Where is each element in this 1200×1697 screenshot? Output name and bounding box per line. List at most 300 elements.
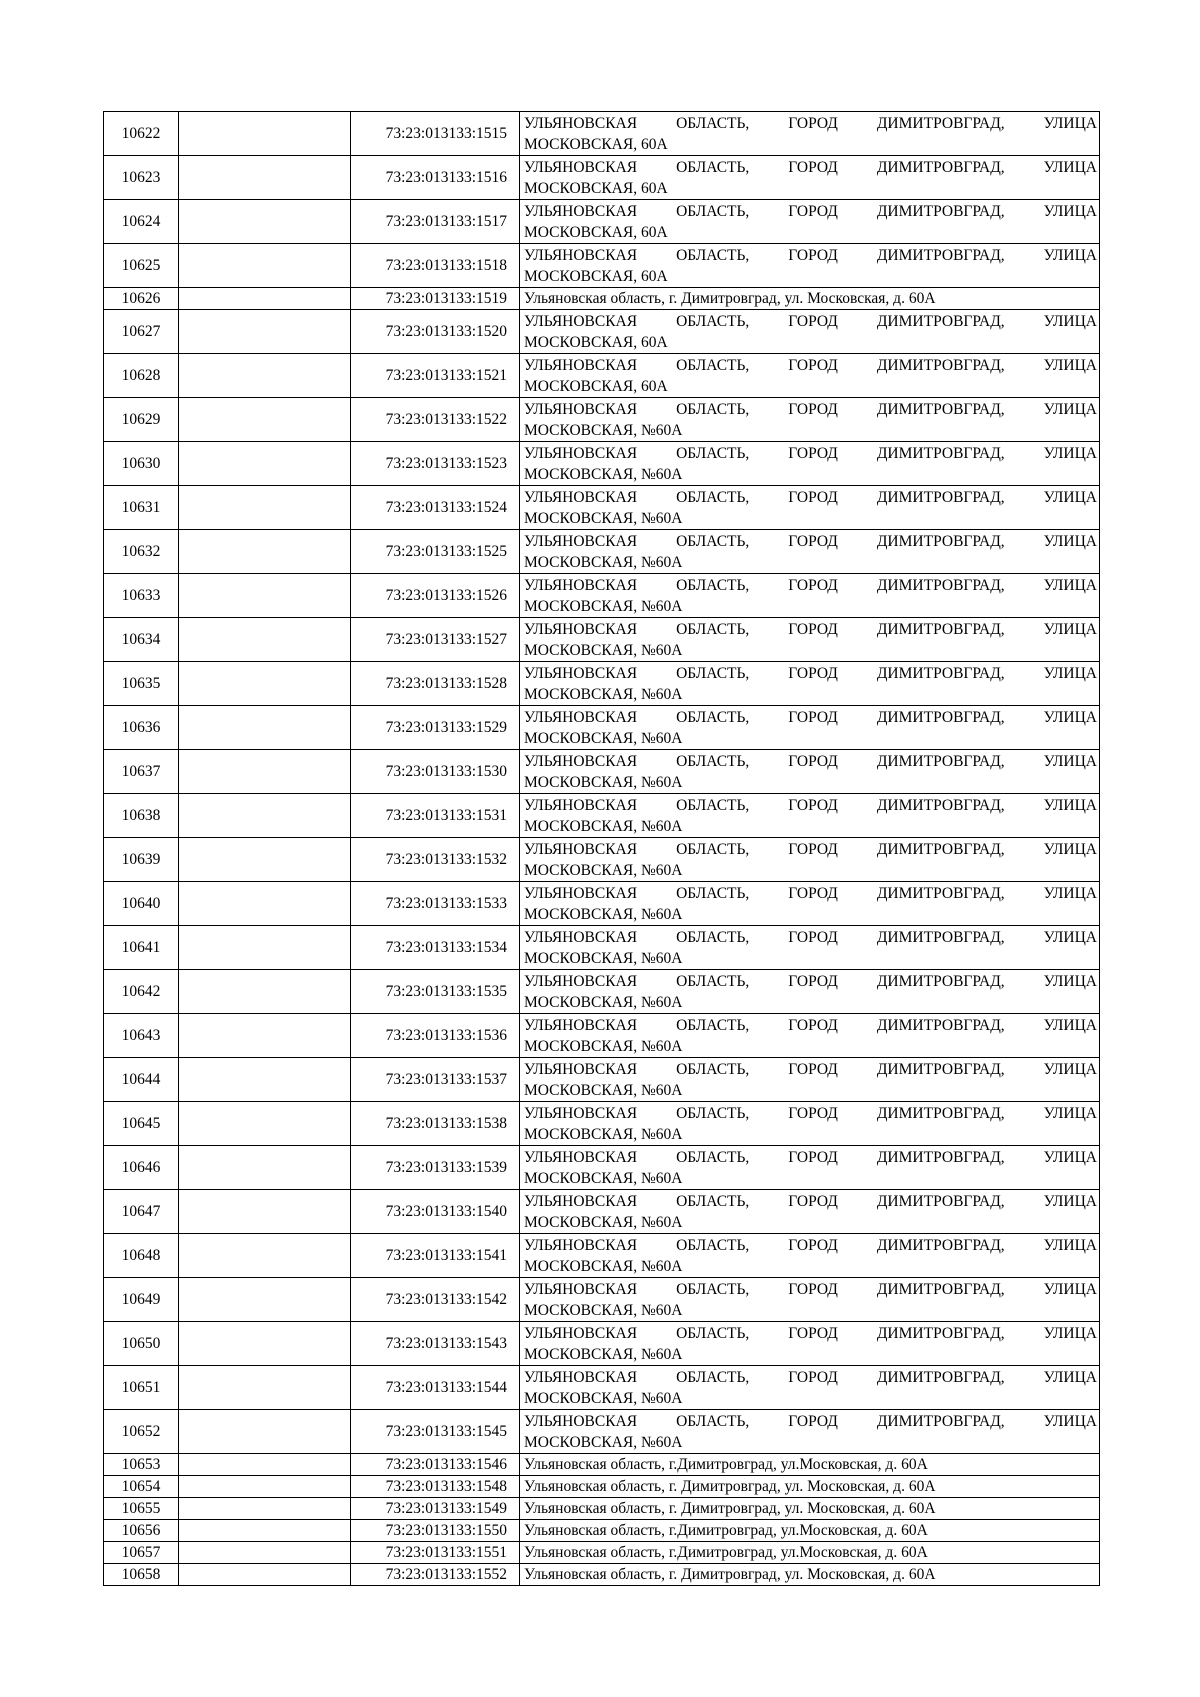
address-line-1 — [524, 1367, 1097, 1388]
address-line-2: МОСКОВСКАЯ, №60А — [524, 817, 683, 835]
table-row — [104, 1102, 1100, 1146]
empty-cell — [179, 1454, 351, 1476]
empty-cell — [179, 1146, 351, 1190]
address-word: ГОРОД — [788, 158, 838, 176]
address-word: УЛЬЯНОВСКАЯ — [524, 532, 638, 550]
address-word: ДИМИТРОВГРАД, — [876, 246, 1005, 264]
cadastral-number-cell: 73:23:013133:1529 — [351, 706, 520, 750]
address-word: ДИМИТРОВГРАД, — [876, 1060, 1005, 1078]
table-row — [104, 112, 1100, 156]
address-word: УЛЬЯНОВСКАЯ — [524, 928, 638, 946]
address-line-1 — [524, 1015, 1097, 1036]
empty-cell — [179, 112, 351, 156]
address-line-2: МОСКОВСКАЯ, №60А — [524, 993, 683, 1011]
address-word: ОБЛАСТЬ, — [676, 1368, 750, 1386]
cadastral-number-cell: 73:23:013133:1533 — [351, 882, 520, 926]
table-row — [104, 926, 1100, 970]
address-cell — [520, 750, 1100, 794]
address-line-2: МОСКОВСКАЯ, №60А — [524, 905, 683, 923]
table-row — [104, 574, 1100, 618]
address-cell — [520, 1564, 1100, 1586]
address-line-1 — [524, 487, 1097, 508]
address-line-2: МОСКОВСКАЯ, №60А — [524, 1037, 683, 1055]
table-row — [104, 530, 1100, 574]
cadastral-number-cell: 73:23:013133:1535 — [351, 970, 520, 1014]
address-word: УЛИЦА — [1043, 1368, 1097, 1386]
cadastral-number-cell: 73:23:013133:1539 — [351, 1146, 520, 1190]
row-number-cell: 10652 — [104, 1410, 179, 1454]
address-word: ГОРОД — [788, 884, 838, 902]
address-word: ДИМИТРОВГРАД, — [876, 1148, 1005, 1166]
table-row — [104, 794, 1100, 838]
address-line-1 — [524, 1147, 1097, 1168]
address-line-2: МОСКОВСКАЯ, №60А — [524, 641, 683, 659]
address-line-2: МОСКОВСКАЯ, №60А — [524, 421, 683, 439]
empty-cell — [179, 1476, 351, 1498]
address-word: ГОРОД — [788, 1412, 838, 1430]
address-word: ОБЛАСТЬ, — [676, 246, 750, 264]
address-line-1 — [524, 113, 1097, 134]
address-word: ОБЛАСТЬ, — [676, 114, 750, 132]
address-word: ОБЛАСТЬ, — [676, 708, 750, 726]
table-row — [104, 838, 1100, 882]
address-word: ДИМИТРОВГРАД, — [876, 840, 1005, 858]
row-number-cell: 10639 — [104, 838, 179, 882]
row-number-cell: 10624 — [104, 200, 179, 244]
address-word: УЛЬЯНОВСКАЯ — [524, 400, 638, 418]
cadastral-number-cell: 73:23:013133:1537 — [351, 1058, 520, 1102]
address-word: ГОРОД — [788, 972, 838, 990]
address-word: УЛИЦА — [1043, 1104, 1097, 1122]
cadastral-number-cell: 73:23:013133:1515 — [351, 112, 520, 156]
address-line-2: МОСКОВСКАЯ, №60А — [524, 1125, 683, 1143]
address-line-2: МОСКОВСКАЯ, №60А — [524, 773, 683, 791]
address-line-2: МОСКОВСКАЯ, №60А — [524, 949, 683, 967]
address-word: ДИМИТРОВГРАД, — [876, 1412, 1005, 1430]
address-cell — [520, 662, 1100, 706]
address-line-2: МОСКОВСКАЯ, №60А — [524, 597, 683, 615]
empty-cell — [179, 1058, 351, 1102]
address-text: Ульяновская область, г. Димитровград, ул. Московская, д. 60А — [524, 1565, 936, 1583]
cadastral-number-cell: 73:23:013133:1532 — [351, 838, 520, 882]
table-row — [104, 1366, 1100, 1410]
address-word: ОБЛАСТЬ, — [676, 488, 750, 506]
address-word: ГОРОД — [788, 1192, 838, 1210]
address-word: УЛИЦА — [1043, 1324, 1097, 1342]
table-row — [104, 1014, 1100, 1058]
address-word: УЛЬЯНОВСКАЯ — [524, 884, 638, 902]
address-word: УЛИЦА — [1043, 1412, 1097, 1430]
cadastral-number-cell: 73:23:013133:1536 — [351, 1014, 520, 1058]
address-cell — [520, 310, 1100, 354]
address-line-1 — [524, 971, 1097, 992]
table-row — [104, 750, 1100, 794]
address-cell — [520, 706, 1100, 750]
address-word: ГОРОД — [788, 488, 838, 506]
address-line-1 — [524, 311, 1097, 332]
address-word: ОБЛАСТЬ, — [676, 1280, 750, 1298]
empty-cell — [179, 1520, 351, 1542]
address-line-2: МОСКОВСКАЯ, №60А — [524, 553, 683, 571]
empty-cell — [179, 750, 351, 794]
address-word: ДИМИТРОВГРАД, — [876, 1104, 1005, 1122]
address-line-1 — [524, 245, 1097, 266]
cadastral-number-cell: 73:23:013133:1527 — [351, 618, 520, 662]
cadastral-number-cell: 73:23:013133:1549 — [351, 1498, 520, 1520]
address-word: УЛЬЯНОВСКАЯ — [524, 202, 638, 220]
row-number-cell: 10644 — [104, 1058, 179, 1102]
address-word: УЛЬЯНОВСКАЯ — [524, 1324, 638, 1342]
empty-cell — [179, 838, 351, 882]
address-word: УЛИЦА — [1043, 312, 1097, 330]
address-text: Ульяновская область, г.Димитровград, ул.Московская, д. 60А — [524, 1543, 928, 1561]
address-word: ГОРОД — [788, 1016, 838, 1034]
address-word: УЛИЦА — [1043, 356, 1097, 374]
cadastral-number-cell: 73:23:013133:1545 — [351, 1410, 520, 1454]
address-word: УЛИЦА — [1043, 1192, 1097, 1210]
address-word: ГОРОД — [788, 444, 838, 462]
row-number-cell: 10648 — [104, 1234, 179, 1278]
row-number-cell: 10630 — [104, 442, 179, 486]
row-number-cell: 10640 — [104, 882, 179, 926]
row-number-cell: 10628 — [104, 354, 179, 398]
address-word: ГОРОД — [788, 1280, 838, 1298]
address-cell — [520, 1102, 1100, 1146]
address-word: ГОРОД — [788, 928, 838, 946]
address-text: Ульяновская область, г. Димитровград, ул. Московская, д. 60А — [524, 1477, 936, 1495]
address-word: ДИМИТРОВГРАД, — [876, 532, 1005, 550]
row-number-cell: 10625 — [104, 244, 179, 288]
address-word: ГОРОД — [788, 664, 838, 682]
address-cell — [520, 1410, 1100, 1454]
address-word: УЛИЦА — [1043, 664, 1097, 682]
address-word: ДИМИТРОВГРАД, — [876, 884, 1005, 902]
empty-cell — [179, 882, 351, 926]
address-word: УЛЬЯНОВСКАЯ — [524, 1368, 638, 1386]
address-line-1 — [524, 575, 1097, 596]
address-cell — [520, 398, 1100, 442]
row-number-cell: 10632 — [104, 530, 179, 574]
address-cell — [520, 1322, 1100, 1366]
table-row — [104, 1146, 1100, 1190]
address-word: ОБЛАСТЬ, — [676, 356, 750, 374]
table-row — [104, 1498, 1100, 1520]
cadastral-number-cell: 73:23:013133:1517 — [351, 200, 520, 244]
address-word: УЛИЦА — [1043, 1280, 1097, 1298]
address-word: ОБЛАСТЬ, — [676, 400, 750, 418]
row-number-cell: 10653 — [104, 1454, 179, 1476]
address-word: ОБЛАСТЬ, — [676, 532, 750, 550]
address-word: УЛИЦА — [1043, 708, 1097, 726]
address-word: ГОРОД — [788, 1148, 838, 1166]
address-word: ОБЛАСТЬ, — [676, 1148, 750, 1166]
empty-cell — [179, 574, 351, 618]
empty-cell — [179, 1410, 351, 1454]
empty-cell — [179, 354, 351, 398]
address-word: УЛИЦА — [1043, 532, 1097, 550]
cadastral-number-cell: 73:23:013133:1530 — [351, 750, 520, 794]
empty-cell — [179, 200, 351, 244]
address-word: УЛИЦА — [1043, 796, 1097, 814]
row-number-cell: 10636 — [104, 706, 179, 750]
address-text: Ульяновская область, г. Димитровград, ул. Московская, д. 60А — [524, 289, 936, 307]
empty-cell — [179, 970, 351, 1014]
address-line-1 — [524, 619, 1097, 640]
address-word: ДИМИТРОВГРАД, — [876, 356, 1005, 374]
row-number-cell: 10650 — [104, 1322, 179, 1366]
table-row — [104, 1234, 1100, 1278]
address-line-2: МОСКОВСКАЯ, №60А — [524, 1213, 683, 1231]
address-cell — [520, 530, 1100, 574]
cadastral-number-cell: 73:23:013133:1526 — [351, 574, 520, 618]
address-line-1 — [524, 1411, 1097, 1432]
table-row — [104, 354, 1100, 398]
address-word: УЛЬЯНОВСКАЯ — [524, 246, 638, 264]
address-line-2: МОСКОВСКАЯ, №60А — [524, 1389, 683, 1407]
address-cell — [520, 486, 1100, 530]
address-cell — [520, 1146, 1100, 1190]
address-cell — [520, 882, 1100, 926]
address-line-2: МОСКОВСКАЯ, №60А — [524, 1081, 683, 1099]
empty-cell — [179, 530, 351, 574]
table-row — [104, 1542, 1100, 1564]
address-line-1 — [524, 201, 1097, 222]
row-number-cell: 10651 — [104, 1366, 179, 1410]
table-row — [104, 244, 1100, 288]
row-number-cell: 10629 — [104, 398, 179, 442]
address-line-2: МОСКОВСКАЯ, 60А — [524, 267, 668, 285]
cadastral-number-cell: 73:23:013133:1521 — [351, 354, 520, 398]
row-number-cell: 10642 — [104, 970, 179, 1014]
table-row — [104, 706, 1100, 750]
address-word: ОБЛАСТЬ, — [676, 840, 750, 858]
address-word: ДИМИТРОВГРАД, — [876, 1280, 1005, 1298]
empty-cell — [179, 1014, 351, 1058]
address-word: ОБЛАСТЬ, — [676, 884, 750, 902]
row-number-cell: 10654 — [104, 1476, 179, 1498]
address-word: ДИМИТРОВГРАД, — [876, 620, 1005, 638]
address-word: ГОРОД — [788, 1236, 838, 1254]
address-word: ДИМИТРОВГРАД, — [876, 444, 1005, 462]
address-line-1 — [524, 883, 1097, 904]
address-word: ДИМИТРОВГРАД, — [876, 796, 1005, 814]
row-number-cell: 10656 — [104, 1520, 179, 1542]
address-word: УЛИЦА — [1043, 158, 1097, 176]
address-cell — [520, 1190, 1100, 1234]
empty-cell — [179, 1322, 351, 1366]
cadastral-number-cell: 73:23:013133:1546 — [351, 1454, 520, 1476]
address-line-1 — [524, 531, 1097, 552]
address-word: ГОРОД — [788, 708, 838, 726]
empty-cell — [179, 288, 351, 310]
address-line-1 — [524, 1235, 1097, 1256]
address-cell — [520, 1476, 1100, 1498]
address-word: УЛЬЯНОВСКАЯ — [524, 664, 638, 682]
address-word: ДИМИТРОВГРАД, — [876, 202, 1005, 220]
address-word: УЛЬЯНОВСКАЯ — [524, 972, 638, 990]
row-number-cell: 10646 — [104, 1146, 179, 1190]
table-row — [104, 1564, 1100, 1586]
row-number-cell: 10634 — [104, 618, 179, 662]
row-number-cell: 10637 — [104, 750, 179, 794]
empty-cell — [179, 1278, 351, 1322]
address-line-1 — [524, 1323, 1097, 1344]
address-line-1 — [524, 707, 1097, 728]
table-row — [104, 442, 1100, 486]
address-cell — [520, 1234, 1100, 1278]
empty-cell — [179, 618, 351, 662]
address-line-1 — [524, 1279, 1097, 1300]
address-line-1 — [524, 795, 1097, 816]
table-row — [104, 662, 1100, 706]
empty-cell — [179, 1542, 351, 1564]
address-line-2: МОСКОВСКАЯ, №60А — [524, 1301, 683, 1319]
address-word: УЛИЦА — [1043, 884, 1097, 902]
address-word: ГОРОД — [788, 532, 838, 550]
address-line-2: МОСКОВСКАЯ, №60А — [524, 465, 683, 483]
table-row — [104, 1454, 1100, 1476]
address-word: ОБЛАСТЬ, — [676, 576, 750, 594]
address-word: ГОРОД — [788, 576, 838, 594]
empty-cell — [179, 1234, 351, 1278]
table-row — [104, 288, 1100, 310]
table-row — [104, 1322, 1100, 1366]
address-text: Ульяновская область, г. Димитровград, ул. Московская, д. 60А — [524, 1499, 936, 1517]
row-number-cell: 10655 — [104, 1498, 179, 1520]
address-cell — [520, 1520, 1100, 1542]
address-line-1 — [524, 751, 1097, 772]
address-word: УЛЬЯНОВСКАЯ — [524, 312, 638, 330]
address-line-1 — [524, 1103, 1097, 1124]
table-row — [104, 1190, 1100, 1234]
address-line-1 — [524, 399, 1097, 420]
address-word: УЛЬЯНОВСКАЯ — [524, 1412, 638, 1430]
row-number-cell: 10622 — [104, 112, 179, 156]
address-word: ГОРОД — [788, 246, 838, 264]
cadastral-number-cell: 73:23:013133:1544 — [351, 1366, 520, 1410]
address-word: ГОРОД — [788, 620, 838, 638]
address-word: УЛЬЯНОВСКАЯ — [524, 1236, 638, 1254]
address-word: ОБЛАСТЬ, — [676, 444, 750, 462]
address-word: ГОРОД — [788, 356, 838, 374]
address-word: УЛИЦА — [1043, 752, 1097, 770]
cadastral-number-cell: 73:23:013133:1518 — [351, 244, 520, 288]
address-line-1 — [524, 1059, 1097, 1080]
address-text: Ульяновская область, г.Димитровград, ул.Московская, д. 60А — [524, 1521, 928, 1539]
table-row — [104, 970, 1100, 1014]
address-cell — [520, 794, 1100, 838]
address-word: УЛЬЯНОВСКАЯ — [524, 1060, 638, 1078]
address-word: ОБЛАСТЬ, — [676, 620, 750, 638]
cadastral-number-cell: 73:23:013133:1543 — [351, 1322, 520, 1366]
address-word: ГОРОД — [788, 840, 838, 858]
row-number-cell: 10641 — [104, 926, 179, 970]
address-word: УЛЬЯНОВСКАЯ — [524, 1104, 638, 1122]
cadastral-number-cell: 73:23:013133:1542 — [351, 1278, 520, 1322]
address-cell — [520, 354, 1100, 398]
row-number-cell: 10631 — [104, 486, 179, 530]
table-row — [104, 1278, 1100, 1322]
empty-cell — [179, 442, 351, 486]
address-word: ГОРОД — [788, 1368, 838, 1386]
address-word: УЛИЦА — [1043, 488, 1097, 506]
empty-cell — [179, 662, 351, 706]
address-word: ГОРОД — [788, 752, 838, 770]
address-line-1 — [524, 443, 1097, 464]
address-line-2: МОСКОВСКАЯ, 60А — [524, 333, 668, 351]
cadastral-number-cell: 73:23:013133:1523 — [351, 442, 520, 486]
address-word: УЛЬЯНОВСКАЯ — [524, 796, 638, 814]
row-number-cell: 10658 — [104, 1564, 179, 1586]
empty-cell — [179, 1366, 351, 1410]
cadastral-number-cell: 73:23:013133:1534 — [351, 926, 520, 970]
empty-cell — [179, 398, 351, 442]
address-word: ГОРОД — [788, 1060, 838, 1078]
cadastral-number-cell: 73:23:013133:1528 — [351, 662, 520, 706]
address-word: ОБЛАСТЬ, — [676, 796, 750, 814]
address-word: УЛЬЯНОВСКАЯ — [524, 752, 638, 770]
cadastral-number-cell: 73:23:013133:1541 — [351, 1234, 520, 1278]
row-number-cell: 10633 — [104, 574, 179, 618]
address-word: ОБЛАСТЬ, — [676, 1324, 750, 1342]
address-line-2: МОСКОВСКАЯ, №60А — [524, 1257, 683, 1275]
address-cell — [520, 1058, 1100, 1102]
table-row — [104, 486, 1100, 530]
address-cell — [520, 1542, 1100, 1564]
address-word: УЛЬЯНОВСКАЯ — [524, 356, 638, 374]
address-line-1 — [524, 157, 1097, 178]
address-word: ОБЛАСТЬ, — [676, 1412, 750, 1430]
address-word: ОБЛАСТЬ, — [676, 158, 750, 176]
address-word: ОБЛАСТЬ, — [676, 928, 750, 946]
address-word: УЛЬЯНОВСКАЯ — [524, 114, 638, 132]
address-word: ДИМИТРОВГРАД, — [876, 312, 1005, 330]
address-word: УЛЬЯНОВСКАЯ — [524, 1280, 638, 1298]
address-word: ГОРОД — [788, 202, 838, 220]
address-word: ДИМИТРОВГРАД, — [876, 158, 1005, 176]
address-word: ОБЛАСТЬ, — [676, 312, 750, 330]
cadastral-number-cell: 73:23:013133:1552 — [351, 1564, 520, 1586]
row-number-cell: 10626 — [104, 288, 179, 310]
address-cell — [520, 1498, 1100, 1520]
address-cell — [520, 838, 1100, 882]
address-word: УЛИЦА — [1043, 1148, 1097, 1166]
address-word: УЛИЦА — [1043, 1236, 1097, 1254]
address-line-1 — [524, 1191, 1097, 1212]
address-text: Ульяновская область, г.Димитровград, ул.Московская, д. 60А — [524, 1455, 928, 1473]
cadastral-number-cell: 73:23:013133:1516 — [351, 156, 520, 200]
empty-cell — [179, 1564, 351, 1586]
address-word: ГОРОД — [788, 312, 838, 330]
cadastral-number-cell: 73:23:013133:1524 — [351, 486, 520, 530]
address-cell — [520, 442, 1100, 486]
row-number-cell: 10657 — [104, 1542, 179, 1564]
table-row — [104, 156, 1100, 200]
row-number-cell: 10635 — [104, 662, 179, 706]
address-word: УЛИЦА — [1043, 840, 1097, 858]
table-row — [104, 200, 1100, 244]
address-word: УЛИЦА — [1043, 1016, 1097, 1034]
cadastral-number-cell: 73:23:013133:1548 — [351, 1476, 520, 1498]
empty-cell — [179, 244, 351, 288]
row-number-cell: 10643 — [104, 1014, 179, 1058]
address-word: ДИМИТРОВГРАД, — [876, 1324, 1005, 1342]
row-number-cell: 10627 — [104, 310, 179, 354]
address-line-2: МОСКОВСКАЯ, №60А — [524, 1169, 683, 1187]
address-word: УЛЬЯНОВСКАЯ — [524, 708, 638, 726]
address-word: ОБЛАСТЬ, — [676, 1236, 750, 1254]
address-cell — [520, 244, 1100, 288]
